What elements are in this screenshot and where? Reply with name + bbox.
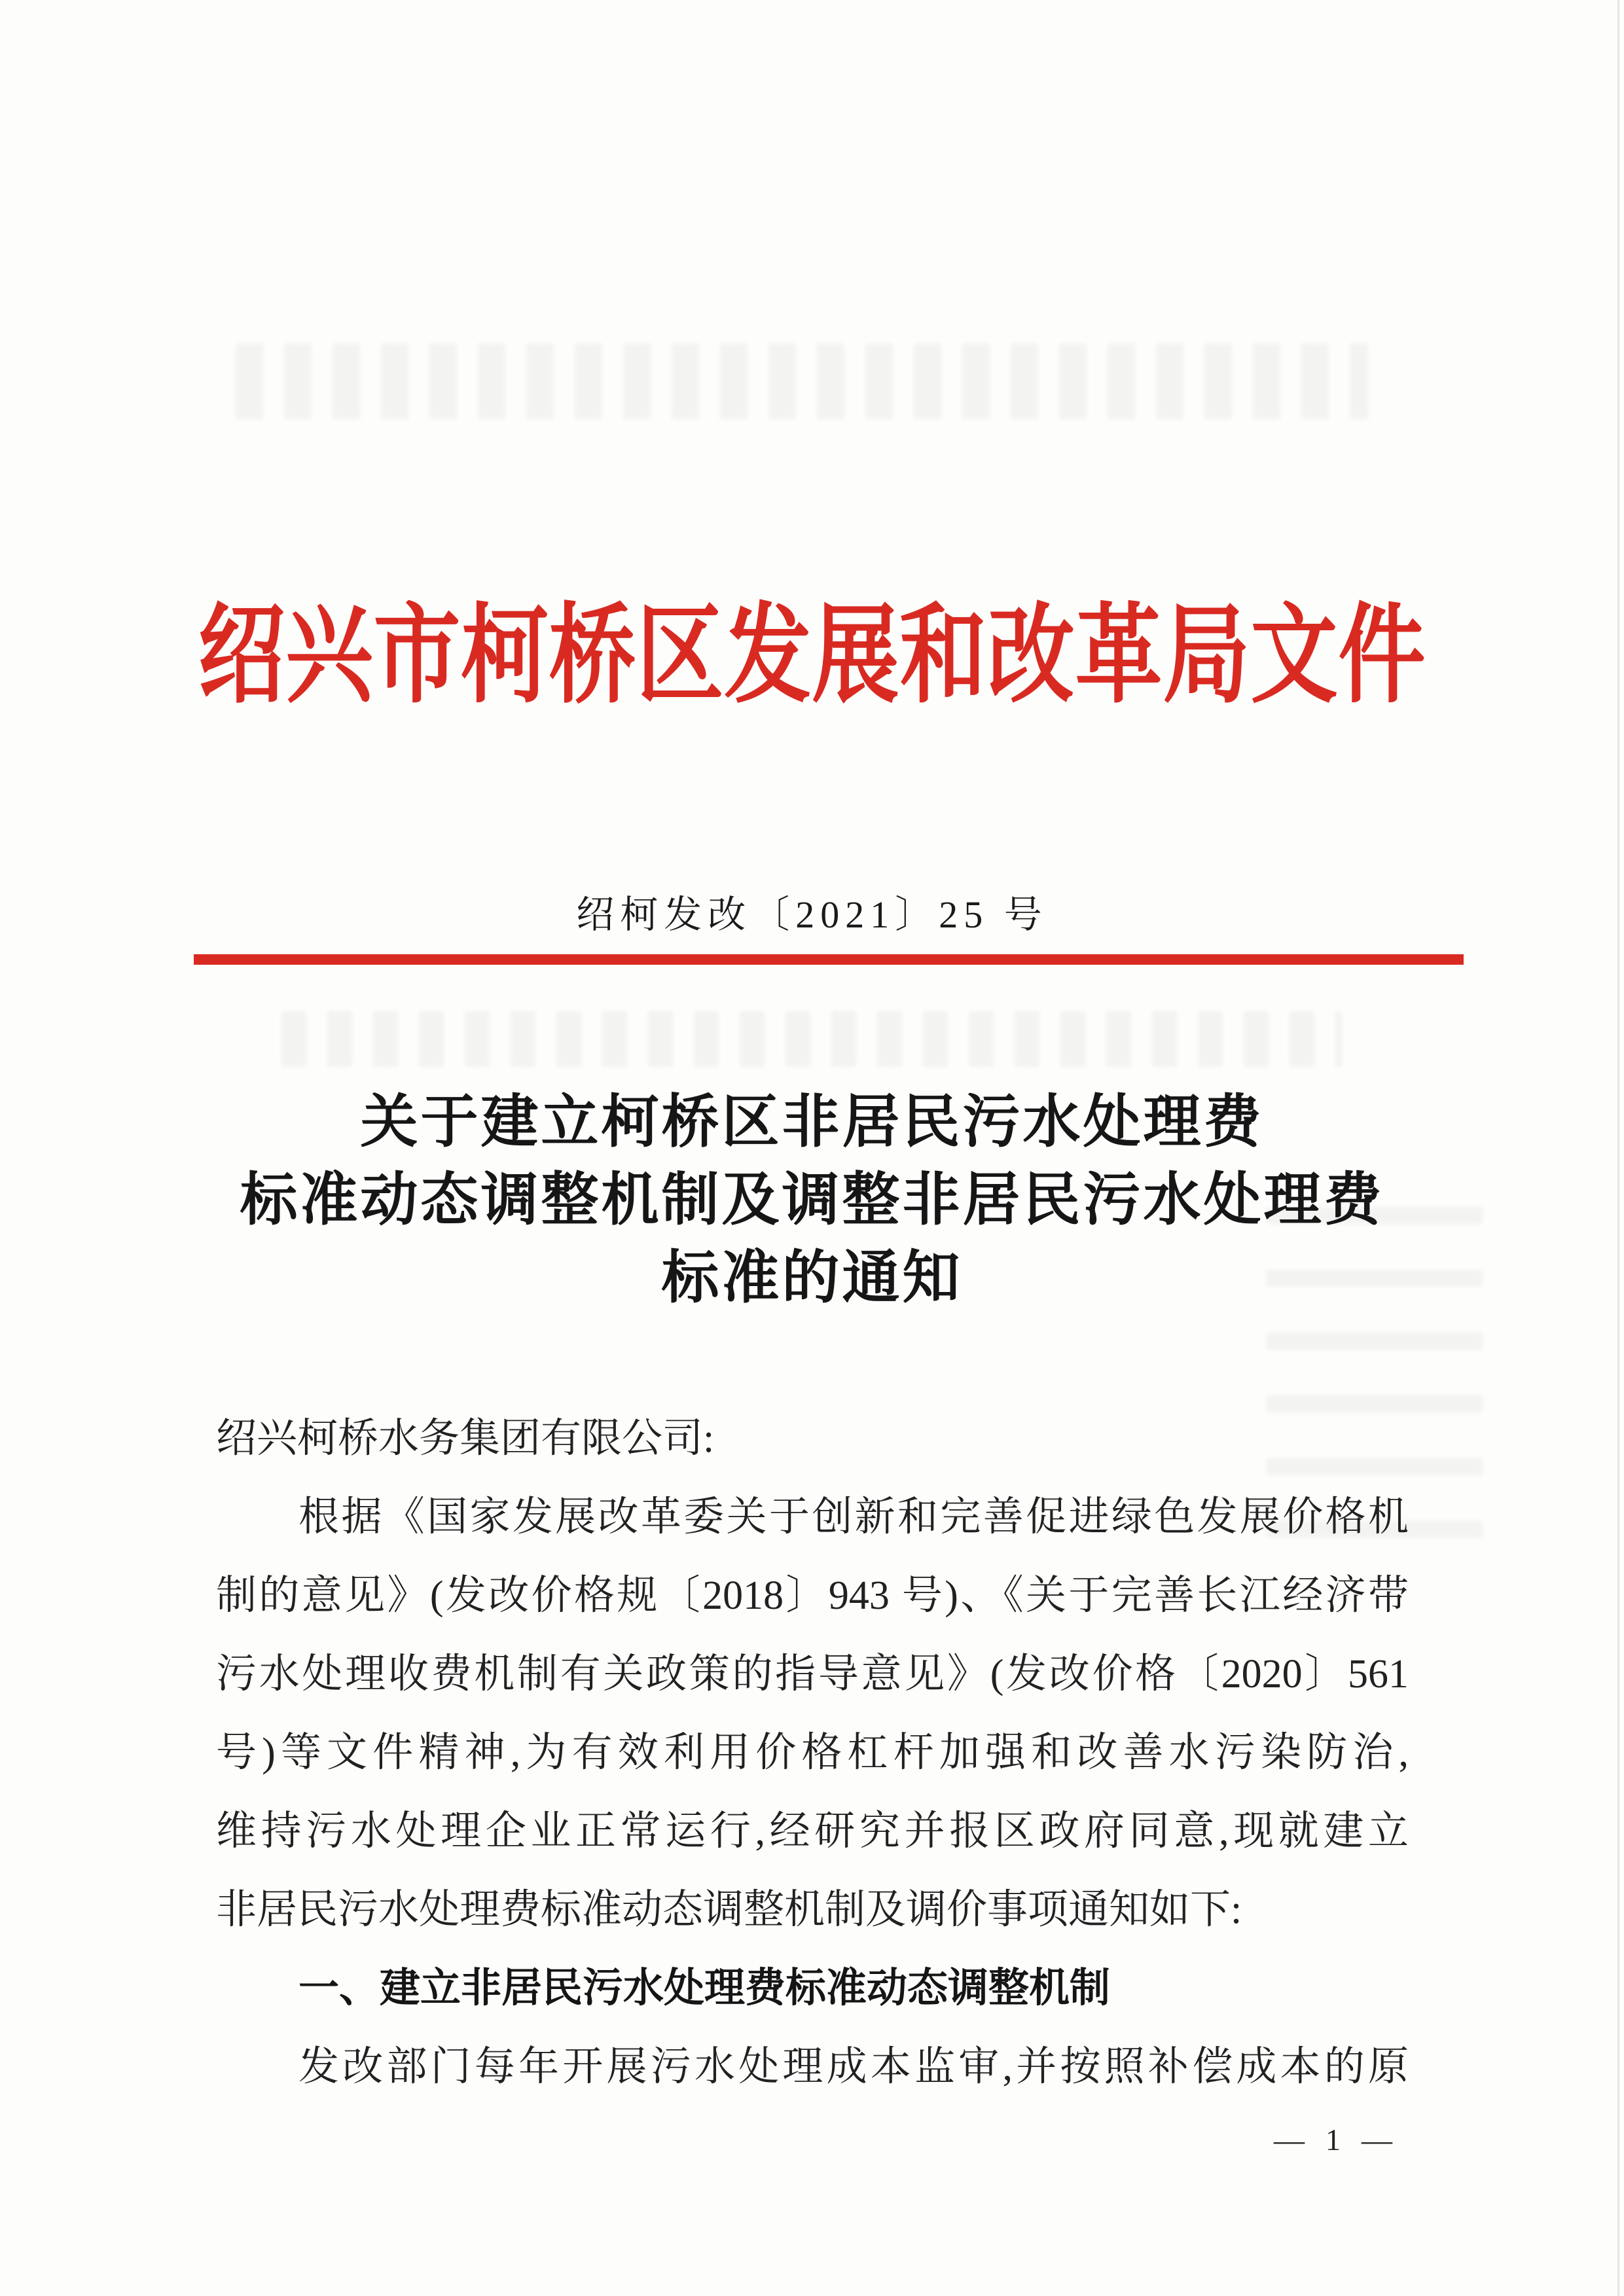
body-line: 非居民污水处理费标准动态调整机制及调价事项通知如下: xyxy=(216,1888,1242,1932)
bleedthrough-artifact xyxy=(281,1011,1342,1067)
body-line: 污水处理收费机制有关政策的指导意见》(发改价格〔2020〕561 xyxy=(216,1652,1409,1696)
document-number: 绍柯发改〔2021〕25 号 xyxy=(576,893,1048,936)
page-number: — 1 — xyxy=(1274,2123,1399,2157)
body-line: 制的意见》(发改价格规〔2018〕943 号)、《关于完善长江经济带 xyxy=(216,1573,1409,1618)
body-line: 根据《国家发展改革委关于创新和完善促进绿色发展价格机 xyxy=(298,1495,1409,1539)
body-line: 绍兴柯桥水务集团有限公司: xyxy=(216,1416,715,1461)
red-divider-line xyxy=(194,954,1464,965)
document-title-line-1: 关于建立柯桥区非居民污水处理费 xyxy=(360,1091,1264,1155)
body-line: 发改部门每年开展污水处理成本监审,并按照补偿成本的原 xyxy=(298,2045,1409,2089)
document-title-line-3: 标准的通知 xyxy=(661,1247,963,1310)
body-line: 维持污水处理企业正常运行,经研究并报区政府同意,现就建立 xyxy=(216,1809,1409,1854)
document-body xyxy=(216,1399,1409,2106)
body-line: 号)等文件精神,为有效利用价格杠杆加强和改善水污染防治, xyxy=(216,1731,1409,1775)
agency-header-title: 绍兴市柯桥区发展和改革局文件 xyxy=(198,596,1426,716)
document-title xyxy=(0,1084,1624,1318)
body-line: 一、建立非居民污水处理费标准动态调整机制 xyxy=(298,1966,1111,2011)
document-title-line-2: 标准动态调整机制及调整非居民污水处理费 xyxy=(240,1169,1384,1232)
bleedthrough-artifact xyxy=(236,344,1368,419)
